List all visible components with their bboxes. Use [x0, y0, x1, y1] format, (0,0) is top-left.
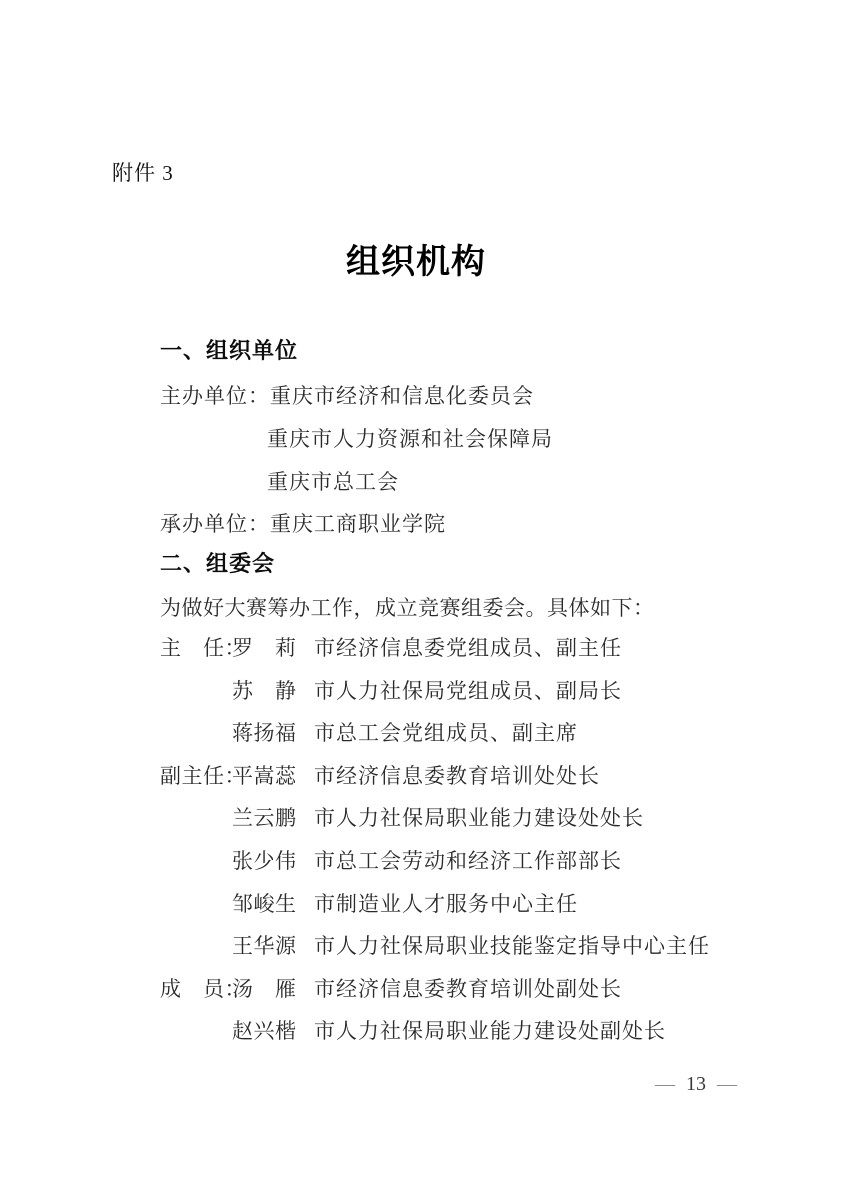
member-title: 市制造业人才服务中心主任 — [314, 891, 578, 916]
member-title: 市总工会劳动和经济工作部部长 — [314, 848, 622, 873]
member-title: 市总工会党组成员、副主席 — [314, 721, 578, 746]
roster-row — [160, 973, 760, 1016]
member-title: 市人力社保局职业技能鉴定指导中心主任 — [314, 934, 710, 959]
member-title: 市经济信息委党组成员、副主任 — [314, 636, 622, 660]
roster-row — [160, 675, 760, 718]
member-title: 市经济信息委教育培训处副处长 — [314, 976, 622, 1001]
section-heading-committee: 二、组委会 — [160, 551, 276, 576]
document-title: 组织机构 — [346, 244, 486, 281]
member-name: 邹峻生 — [232, 891, 297, 916]
roster-row — [160, 632, 760, 675]
member-name: 苏 静 — [232, 678, 297, 703]
roster-row — [160, 760, 760, 803]
section-heading-organizing-units: 一、组织单位 — [160, 338, 299, 363]
attachment-label: 附件 3 — [112, 161, 174, 185]
roster-row — [160, 717, 760, 760]
host-unit-continuation: 重庆市人力资源和社会保障局 — [267, 427, 553, 451]
roster-row — [160, 1015, 760, 1058]
member-name: 兰云鹏 — [232, 806, 297, 831]
member-name: 张少伟 — [232, 848, 297, 873]
member-title: 市人力社保局职业能力建设处副处长 — [314, 1019, 666, 1044]
member-name: 蒋扬福 — [232, 721, 297, 746]
role-label: 主 任： — [160, 636, 246, 660]
organizer-unit-line: 承办单位：重庆工商职业学院 — [160, 512, 446, 536]
footer-left-dash: — — [655, 1073, 675, 1095]
member-name: 平嵩蕊 — [232, 763, 297, 788]
roster-row — [160, 802, 760, 845]
member-title: 市人力社保局职业能力建设处处长 — [314, 806, 644, 831]
roster-row — [160, 845, 760, 888]
committee-roster — [160, 632, 760, 1058]
member-name: 赵兴楷 — [232, 1019, 297, 1044]
roster-row — [160, 930, 760, 973]
page-number-footer — [655, 1073, 737, 1096]
roster-row — [160, 888, 760, 931]
host-unit-continuation: 重庆市总工会 — [267, 470, 399, 494]
role-label: 副主任： — [160, 763, 246, 788]
host-unit-line: 主办单位：重庆市经济和信息化委员会 — [160, 384, 534, 408]
member-title: 市人力社保局党组成员、副局长 — [314, 678, 622, 703]
member-name: 罗 莉 — [232, 636, 297, 660]
member-name: 王华源 — [232, 934, 297, 959]
page-number: 13 — [686, 1073, 706, 1095]
committee-intro-text: 为做好大赛筹办工作，成立竞赛组委会。具体如下： — [160, 596, 655, 620]
role-label: 成 员： — [160, 976, 246, 1001]
member-name: 汤 雁 — [232, 976, 297, 1001]
footer-right-dash: — — [717, 1073, 737, 1095]
member-title: 市经济信息委教育培训处处长 — [314, 763, 600, 788]
